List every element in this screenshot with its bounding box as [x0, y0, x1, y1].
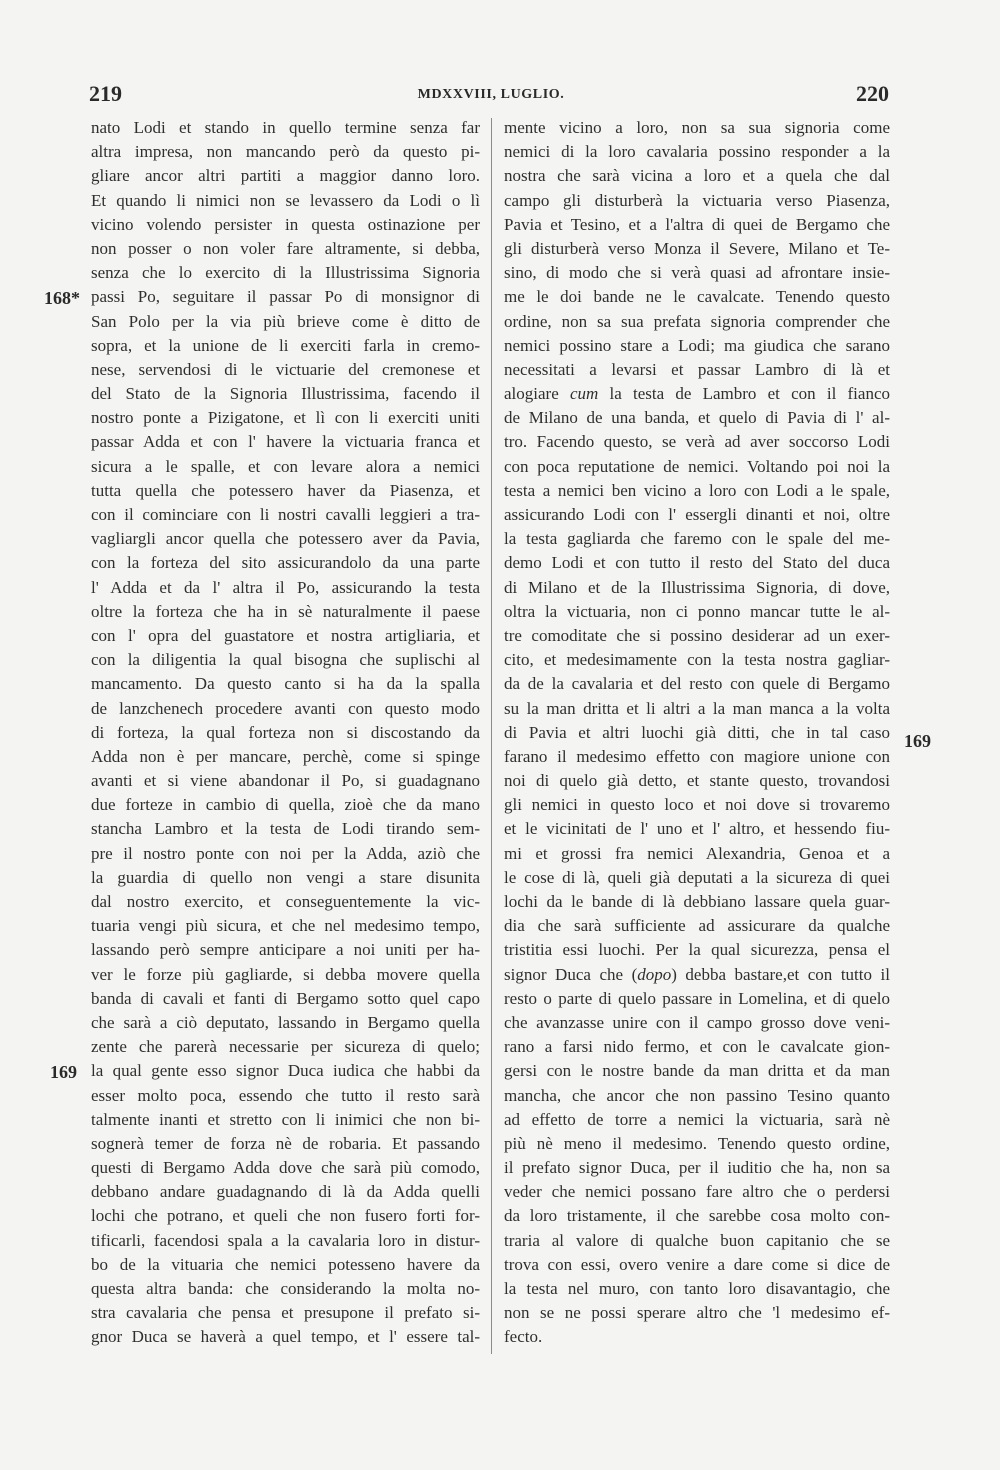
- text-line: passi Po, seguitare il passar Po di monsignor di: [91, 287, 480, 307]
- page-number-left: 219: [89, 81, 122, 106]
- text-line: il prefato signor Duca, per il iuditio che ha, non sa: [504, 1158, 890, 1178]
- text-line: campo gli disturberà la victuaria verso Piasenza,: [504, 190, 890, 210]
- right-column: [504, 116, 890, 1350]
- text-line: su la man dritta et li altri a la man manca a la volta: [504, 698, 890, 718]
- text-line: tre comoditate che si possino desiderar ad un exer-: [504, 625, 890, 645]
- text-line: veder che nemici possano fare altro che o perdersi: [504, 1182, 890, 1202]
- text-line: con poca reputatione de nemici. Voltando poi noi la: [504, 456, 890, 476]
- text-line: testa a nemici ben vicino a loro con Lodi a le spale,: [504, 480, 890, 500]
- text-line: con l' opra del guastatore et nostra artigliaria, et: [91, 625, 480, 645]
- text-line: oltre la forteza che ha in sè naturalmente il paese: [91, 601, 480, 621]
- text-line: di Milano et de la Illustrissima Signoria, di dove,: [504, 577, 890, 597]
- text-line: tuaria vengi più sicura, et che nel medesimo tempo,: [91, 916, 480, 936]
- text-line: ver le forze più gagliarde, si debba movere quella: [91, 964, 480, 984]
- text-line: sicura a le spalle, et con levare alora a nemici: [91, 456, 480, 476]
- text-line: San Polo per la via più brieve come è ditto de: [91, 311, 480, 331]
- text-line: esser molto poca, essendo che tutto il resto sarà: [91, 1085, 480, 1105]
- text-line: farano il medesimo effetto con magiore unione con: [504, 746, 890, 766]
- text-line: la testa nel muro, con tanto loro disavantagio, che: [504, 1279, 890, 1298]
- text-line: mi et grossi fra nemici Alexandria, Genoa et a: [504, 843, 890, 863]
- text-line: nostra che sarà vicina a loro et a quela che dal: [504, 166, 890, 186]
- text-line: più nè meno il medesimo. Tenendo questo ordine,: [504, 1133, 890, 1153]
- text-line: nemici possino stare a Lodi; ma giudica che sarano: [504, 335, 890, 355]
- running-header: MDXXVIII, LUGLIO.: [417, 87, 565, 102]
- text-segment: alogiare: [504, 384, 570, 404]
- margin-note-169-right: 169: [904, 731, 931, 751]
- text-line: gersi con le nostre bande da man dritta et da man: [504, 1061, 890, 1081]
- text-line: tro. Facendo questo, se verà ad aver soccorso Lodi: [504, 432, 890, 452]
- text-line: vicino volendo persister in questa ostinazione per: [91, 214, 480, 234]
- text-line: me le doi bande ne le cavalcate. Tenendo questo: [504, 287, 890, 307]
- text-line: de lanzchenech procedere avanti con questo modo: [91, 698, 480, 718]
- text-line: questa altra banda: che considerando la molta no-: [91, 1279, 480, 1298]
- text-line: gli nemici in questo loco et noi dove si trovaremo: [504, 795, 890, 815]
- text-line: oltra la victuaria, non ci ponno mancar tutte le al-: [504, 601, 890, 621]
- text-line: la testa gagliarda che faremo con le spale del me-: [504, 529, 890, 549]
- text-line: di forteza, la qual forteza non si discostando da: [91, 722, 480, 742]
- margin-note-169-left: 169: [50, 1062, 77, 1082]
- italic-word: cum: [569, 384, 599, 404]
- text-line: vagliargli ancor quella che potessero aver da Pavia,: [91, 529, 480, 549]
- text-line: avanti et si viene abandonar il Po, si guadagnano: [91, 771, 480, 791]
- text-line: noi di quelo già detto, et stante questo, trovandosi: [504, 771, 890, 791]
- text-line: resto o parte di quelo passare in Lomelina, et di quelo: [504, 988, 890, 1008]
- text-line: Pavia et Tesino, et a l'altra di quei de Bergamo che: [504, 214, 890, 234]
- text-line: et le vicinitati de l' uno et l' altro, et hessendo fiu-: [504, 819, 890, 839]
- text-line: del Stato de la Signoria Illustrissima, facendo il: [91, 384, 480, 404]
- text-line: pre il nostro ponte con noi per la Adda, aziò che: [91, 843, 480, 863]
- text-line: da de la cavalaria et del resto con quele di Bergamo: [504, 674, 890, 694]
- text-line: sognerà temer de forza nè de robaria. Et passando: [91, 1133, 480, 1153]
- text-line: demo Lodi et con tutto il resto del Stato del duca: [504, 553, 890, 573]
- text-line: le cose di là, queli già deputati a la sicureza di quei: [504, 867, 890, 887]
- text-line: de Milano de una banda, et quelo di Pavia di l' al-: [504, 408, 890, 428]
- text-line: gliare ancor altri partiti a maggior danno loro.: [91, 166, 480, 186]
- text-line: rano a farsi nido fermo, et con le cavalcate gion-: [504, 1037, 890, 1057]
- column-divider: [491, 118, 492, 1354]
- text-line: mente vicino a loro, non sa sua signoria come: [504, 118, 890, 137]
- text-line: necessitati a levarsi et passar Lambro di là et: [504, 359, 890, 379]
- text-line: con la diligentia la qual bisogna che suplischi al: [91, 650, 480, 670]
- text-line: lochi che potrano, et queli che non fusero forti for-: [91, 1206, 480, 1226]
- text-line: stra cavalaria che pensa et presupone il prefato si-: [91, 1303, 480, 1323]
- text-line: mancamento. Da questo canto si ha da la spalla: [91, 674, 480, 694]
- text-line: sino, di modo che si verà quasi ad afrontare insie-: [504, 263, 890, 283]
- text-line: tificarli, facendosi spala a la cavalaria loro in distur-: [91, 1230, 480, 1250]
- text-line: passar Adda et con l' havere la victuaria franca et: [91, 432, 480, 452]
- text-line: due forteze in cambio di quella, zioè che da mano: [91, 795, 480, 815]
- text-segment: ) debba bastare,et con tutto il: [671, 964, 890, 984]
- text-line: nemici di la loro cavalaria possino responder a la: [504, 142, 890, 162]
- text-line: [504, 382, 890, 406]
- text-line: sopra, et la unione de li exerciti farla in cremo-: [91, 335, 480, 355]
- text-line: tristitia essi luochi. Per la qual sicurezza, pensa el: [504, 940, 890, 960]
- text-line: zente che parerà necessarie per sicureza di quelo;: [91, 1037, 480, 1057]
- text-line: gli disturberà verso Monza il Severe, Milano et Te-: [504, 238, 890, 258]
- text-line: traria al valore di qualche buon capitanio che se: [504, 1230, 890, 1250]
- text-line: fecto.: [504, 1327, 543, 1347]
- left-column: [91, 116, 480, 1350]
- text-segment: la testa de Lambro et con il fianco: [598, 384, 890, 404]
- text-line: l' Adda et da l' altra il Po, assicurando la testa: [91, 577, 480, 597]
- text-line: mancha, che ancor che non passino Tesino quanto: [504, 1085, 890, 1105]
- text-line: Adda non è per mancare, perchè, come si spinge: [91, 746, 480, 766]
- text-line: dal nostro exercito, et conseguentemente la vic-: [91, 892, 480, 911]
- text-line: nese, servendosi di le victuarie del cremonese et: [91, 359, 480, 379]
- text-line: nato Lodi et stando in quello termine senza far: [91, 118, 480, 137]
- text-line: lochi da le bande di là debbiano lassare quela guar-: [504, 892, 890, 911]
- text-line: che avanzasse unire con il campo grosso dove veni-: [504, 1012, 890, 1032]
- text-line: stancha Lambro et la testa de Lodi tirando sem-: [91, 819, 480, 839]
- text-line: dia che sarà sufficiente ad assicurare da qualche: [504, 916, 890, 936]
- text-line: tutta quella che potessero haver da Piasenza, et: [91, 480, 480, 500]
- text-line: ordine, non sa sua prefata signoria comprender che: [504, 311, 890, 331]
- text-line: gnor Duca se haverà a quel tempo, et l' essere tal-: [91, 1327, 480, 1347]
- text-line: debbano andare guadagnando di là da Adda quelli: [91, 1182, 480, 1202]
- italic-word: dopo: [637, 964, 672, 984]
- text-line: con la forteza del sito assicurandolo da una parte: [91, 553, 480, 573]
- text-line: talmente inanti et stretto con li inimici che non bi-: [91, 1109, 480, 1129]
- text-line: lassando però sempre anticipare a noi uniti per ha-: [91, 940, 480, 960]
- text-line: la qual gente esso signor Duca iudica che habbi da: [91, 1061, 480, 1081]
- text-line: non posser o non voler fare altramente, si debba,: [91, 238, 480, 258]
- page-number-right: 220: [856, 81, 889, 106]
- text-line: la guardia di quello non vengi a stare disunita: [91, 867, 480, 887]
- text-line: bo de la vituaria che nemici potesseno havere da: [91, 1254, 480, 1274]
- text-line: da loro tristamente, il che sarebbe cosa molto con-: [504, 1206, 890, 1226]
- text-line: [504, 963, 890, 987]
- text-line: non se ne possi sperare altro che 'l medesimo ef-: [504, 1303, 890, 1323]
- margin-note-168: 168*: [44, 288, 80, 308]
- text-line: questi di Bergamo Adda dove che sarà più comodo,: [91, 1158, 480, 1178]
- text-line: assicurando Lodi con l' essergli dinanti et noi, oltre: [504, 505, 890, 524]
- text-line: cito, et medesimamente con la testa nostra gagliar-: [504, 650, 890, 670]
- text-line: Et quando li nimici non se levassero da Lodi o lì: [91, 190, 480, 210]
- text-line: che sarà a ciò deputato, lassando in Bergamo quella: [91, 1012, 480, 1032]
- text-line: con il cominciare con li nostri cavalli leggieri a tra-: [91, 505, 480, 524]
- text-line: altra impresa, non mancando però da questo pi-: [91, 142, 480, 162]
- text-line: senza che lo exercito di la Illustrissima Signoria: [91, 263, 480, 283]
- text-line: banda di cavali et fanti di Bergamo sotto quel capo: [91, 988, 480, 1008]
- text-line: nostro ponte a Pizigatone, et lì con li exerciti uniti: [91, 408, 480, 428]
- text-segment: signor Duca che (: [504, 964, 638, 984]
- text-line: di Pavia et altri luochi già ditti, che in tal caso: [504, 722, 890, 742]
- text-line: ad effetto de torre a nemici la victuaria, sarà nè: [504, 1109, 890, 1129]
- text-line: trova con essi, overo venire a dare come si dice de: [504, 1254, 890, 1274]
